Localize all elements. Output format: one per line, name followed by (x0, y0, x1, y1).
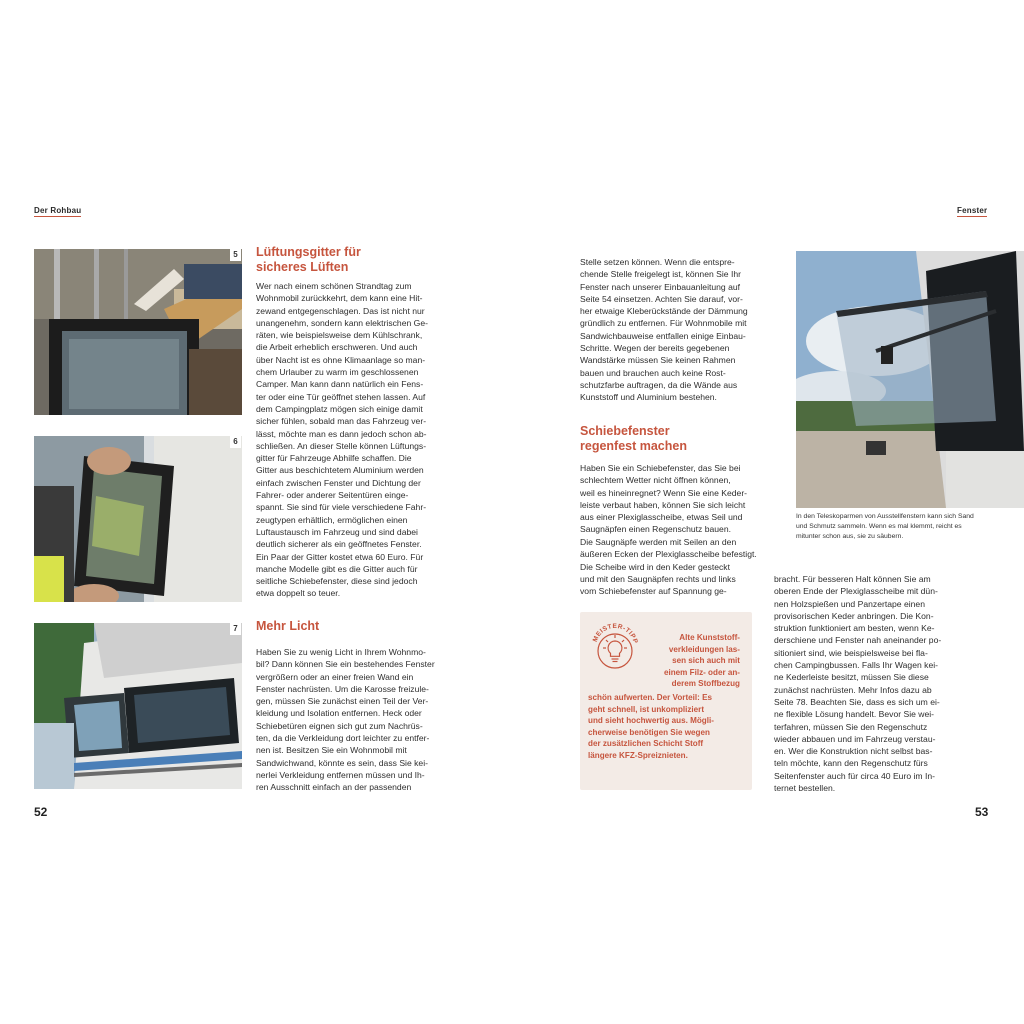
window-fit-photo-icon (34, 436, 242, 602)
photo-number-badge: 7 (230, 623, 241, 635)
meister-tipp-box (580, 612, 752, 790)
photo-window-install (34, 249, 242, 415)
van-window-photo-icon (34, 623, 242, 789)
photo-window-fit (34, 436, 242, 602)
photo-van-window (34, 623, 242, 789)
window-install-photo-icon (34, 249, 242, 415)
page-number-left: 52 (34, 805, 48, 819)
running-head-left: Der Rohbau (34, 206, 82, 215)
lightbulb-icon (588, 620, 642, 674)
tip-text-top: Alte Kunststoff- verkleidungen las- sen sich auch mit einem Filz- oder an- derem Stoffbezug (663, 633, 740, 689)
tip-text-bottom: schön aufwerten. Der Vorteil: Es geht schnell, ist unkompliziert und sieht hochwertig aus. Mögli- cherweise benötigen Sie wegen der zusätzlichen Schicht Stoff längere KFZ-Spreiznieten. (588, 693, 714, 760)
photo-caption: In den Teleskoparmen von Ausstellfenstern kann sich Sand und Schmutz sammeln. Wenn es mal klemmt, reicht es mitunter schon aus, sie zu säubern. (796, 513, 974, 540)
section-heading-mehr-licht: Mehr Licht (256, 619, 320, 633)
meister-tipp-badge (588, 620, 642, 674)
section-heading-lueftungsgitter: Lüftungsgitter für sicheres Lüften (256, 245, 361, 274)
running-head-right: Fenster (957, 206, 988, 215)
section-body-mehr-licht: Haben Sie zu wenig Licht in Ihrem Wohnmo- bil? Dann können Sie ein bestehendes Fenster vergrößern oder an einer freien Wand ein Fenster nachrüsten. Um die Karosse freizule- gen, müssen Sie zunächst einen Teil der Ver- kleidung und Isolation entfernen. Heck oder Schiebetüren eignen sich gut zum Nachrüs- ten, da die Verkleidung dort leichter zu entfer- nen ist. Besitzen Sie ein Wohnmobil mit Sandwichwand, könnte es sein, dass Sie kei- nerlei Verkleidung entfernen müssen und Ih- ren Ausschnitt einfach an der passenden (256, 647, 435, 793)
section-body-lueftungsgitter: Wer nach einem schönen Strandtag zum Wohnmobil zurückkehrt, dem kann eine Hit- zewand entgegenschlagen. Das ist nicht nur unangenehm, sondern kann elektrischen Ge- räten, wie beispielsweise dem Kühlschrank, die Arbeit erheblich erschweren. Und auch über Nacht ist es ohne Klimaanlage so man- chem Urlauber zu warm im geschlossenen Camper. Man kann dann natürlich ein Fens- ter oder eine Tür geöffnet stehen lassen. Auf dem Campingplatz mögen sich einige damit sicher fühlen, sobald man das Fahrzeug ver- lässt, möchte man es dann jedoch schon ab- schließen. An dieser Stelle können Lüftungs- gitter für Fahrzeuge Abhilfe schaffen. Die Gitter aus beschichtetem Aluminium werden einfach zwischen Fenster und Dichtung der Fahrer- oder anderer Seitentüren einge- spannt. Sie sind für viele verschiedene Fahr- zeugtypen erhältlich, ermöglichen einen Luftaustausch im Fahrzeug und sind dabei deutlich sicherer als ein geöffnetes Fenster. Ein Paar der Gitter kostet etwa 60 Euro. Für manche Modelle gibt es die Gitter auch für seitliche Schiebefenster, diese sind jedoch etwa doppelt so teuer. (256, 281, 428, 599)
section-body-schiebefenster-1: Haben Sie ein Schiebefenster, das Sie bei schlechtem Wetter nicht öffnen können, weil es hineinregnet? Wenn Sie eine Keder- leiste verbaut haben, können Sie sich leicht aus einer Plexiglasscheibe, etwas Seil und Saugnäpfen einen Regenschutz bauen. (580, 463, 748, 535)
column-text-top: Stelle setzen können. Wenn die entspre- chende Stelle freigelegt ist, können Sie Ihr Fenster nach unserer Einbauanleitung auf Seite 54 einsetzen. Achten Sie darauf, vor- her etwaige Kleberückstände der Dämmung gründlich zu entfernen. Für Wohnmobile mit Sandwichbauweise entfallen einige Einbau- Schritte. Wegen der bereits gegebenen Wandstärke müssen Sie keinen Rahmen bauen und brauchen auch keine Rost- schutzfarbe auftragen, da die Wände aus Kunststoff und Aluminium bestehen. (580, 257, 748, 403)
column-text-right: bracht. Für besseren Halt können Sie am oberen Ende der Plexiglasscheibe mit dün- nen Holzspießen und Panzertape einen provisorischen Keder anbringen. Die Kon- struktion funktioniert am besten, wenn Ke- derschiene und Fenster nah aneinander po- sitioniert sind, wie beispielsweise bei fla- chen Campingbussen. Falls Ihr Wagen kei- ne Kederleiste besitzt, müssen Sie diese zunächst nachrüsten. Mehr Infos dazu ab Seite 78. Beachten Sie, dass es sich um ei- ne flexible Lösung handelt. Bevor Sie wei- terfahren, müssen Sie den Regenschutz wieder abbauen und im Fahrzeug verstau- en. Wer die Konstruktion nicht selbst bas- teln möchte, kann den Regenschutz fürs Seitenfenster auch für circa 40 Euro im In- ternet bestellen. (774, 574, 942, 794)
photo-number-badge: 6 (230, 436, 241, 448)
telescopic-arm-photo-icon (796, 251, 1024, 508)
section-body-schiebefenster-2: Die Saugnäpfe werden mit Seilen an den äußeren Ecken der Plexiglasscheibe befestigt. Die Scheibe wird in den Keder gesteckt und mit den Saugnäpfen rechts und links vom Schiebefenster auf Spannung ge- (580, 537, 757, 597)
photo-telescopic-window (796, 251, 1024, 508)
section-heading-schiebefenster: Schiebefenster regenfest machen (580, 424, 687, 453)
svg-text:MEISTER-TIPP: MEISTER-TIPP (591, 622, 639, 645)
photo-number-badge: 5 (230, 249, 241, 261)
page-number-right: 53 (975, 805, 989, 819)
